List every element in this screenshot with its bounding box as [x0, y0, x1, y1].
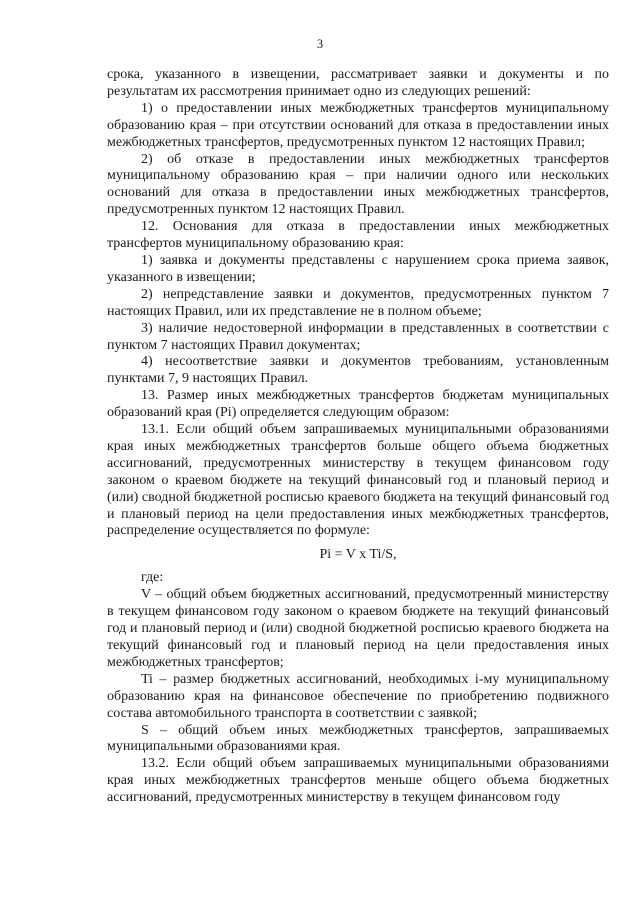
paragraph-section-13: 13. Размер иных межбюджетных трансфертов бюджетам муниципальных образований края (Pi) определяется следующим образом: [107, 388, 609, 421]
formula: Pi = V x Ti/S, [319, 547, 397, 563]
paragraph-decision-1: 1) о предоставлении иных межбюджетных трансфертов муниципальному образованию края – при отсутствии оснований для отказа в предоставлении иных межбюджетных трансфертов, предусмотренных пунктом 12 настоящих Правил; [107, 100, 609, 150]
paragraph-reason-1: 1) заявка и документы представлены с нарушением срока приема заявок, указанного в извещении; [107, 252, 609, 285]
page-number: 3 [316, 37, 324, 51]
paragraph-section-13-1: 13.1. Если общий объем запрашиваемых муниципальными образованиями края иных межбюджетных трансфертов больше общего объема бюджетных ассигнований, предусмотренных министерству в текущем финансовом году законом о краевом бюджете на текущий финансовый год и плановый период и (или) сводной бюджетной росписью краевого бюджета на текущий финансовый год и плановый период на цели предоставления иных межбюджетных трансфертов, распределение осуществляется по формуле: [107, 422, 609, 539]
paragraph-continuation: срока, указанного в извещении, рассматривает заявки и документы и по результатам их рассмотрения принимает одно из следующих решений: [107, 67, 609, 99]
paragraph-section-12: 12. Основания для отказа в предоставлении иных межбюджетных трансфертов муниципальному образованию края: [107, 219, 609, 252]
document-body [107, 67, 609, 807]
definition-ti: Ti – размер бюджетных ассигнований, необходимых i-му муниципальному образованию края на финансовое обеспечение по приобретению подвижного состава автомобильного транспорта в соответствии с заявкой; [107, 671, 609, 721]
paragraph-reason-3: 3) наличие недостоверной информации в представленных в соответствии с пунктом 7 настоящих Правил документах; [107, 320, 609, 353]
paragraph-reason-4: 4) несоответствие заявки и документов требованиям, установленным пунктами 7, 9 настоящих Правил. [107, 354, 609, 387]
paragraph-section-13-2: 13.2. Если общий объем запрашиваемых муниципальными образованиями края иных межбюджетных трансфертов меньше общего объема бюджетных ассигнований, предусмотренных министерству в текущем финансовом году [107, 756, 609, 806]
paragraph-decision-2: 2) об отказе в предоставлении иных межбюджетных трансфертов муниципальному образованию края – при наличии одного или нескольких оснований для отказа в предоставлении иных межбюджетных трансфертов, предусмотренных пунктом 12 настоящих Правил. [107, 151, 609, 218]
paragraph-reason-2: 2) непредставление заявки и документов, предусмотренных пунктом 7 настоящих Правил, или их представление не в полном объеме; [107, 286, 609, 319]
definition-s: S – общий объем иных межбюджетных трансфертов, запрашиваемых муниципальными образованиями края. [107, 722, 609, 755]
definition-v: V – общий объем бюджетных ассигнований, предусмотренный министерству в текущем финансовом году законом о краевом бюджете на текущий финансовый год и плановый период и (или) сводной бюджетной росписью краевого бюджета на текущий финансовый год и плановый период на цели предоставления иных межбюджетных трансфертов; [107, 587, 609, 670]
where-label: где: [141, 570, 164, 586]
